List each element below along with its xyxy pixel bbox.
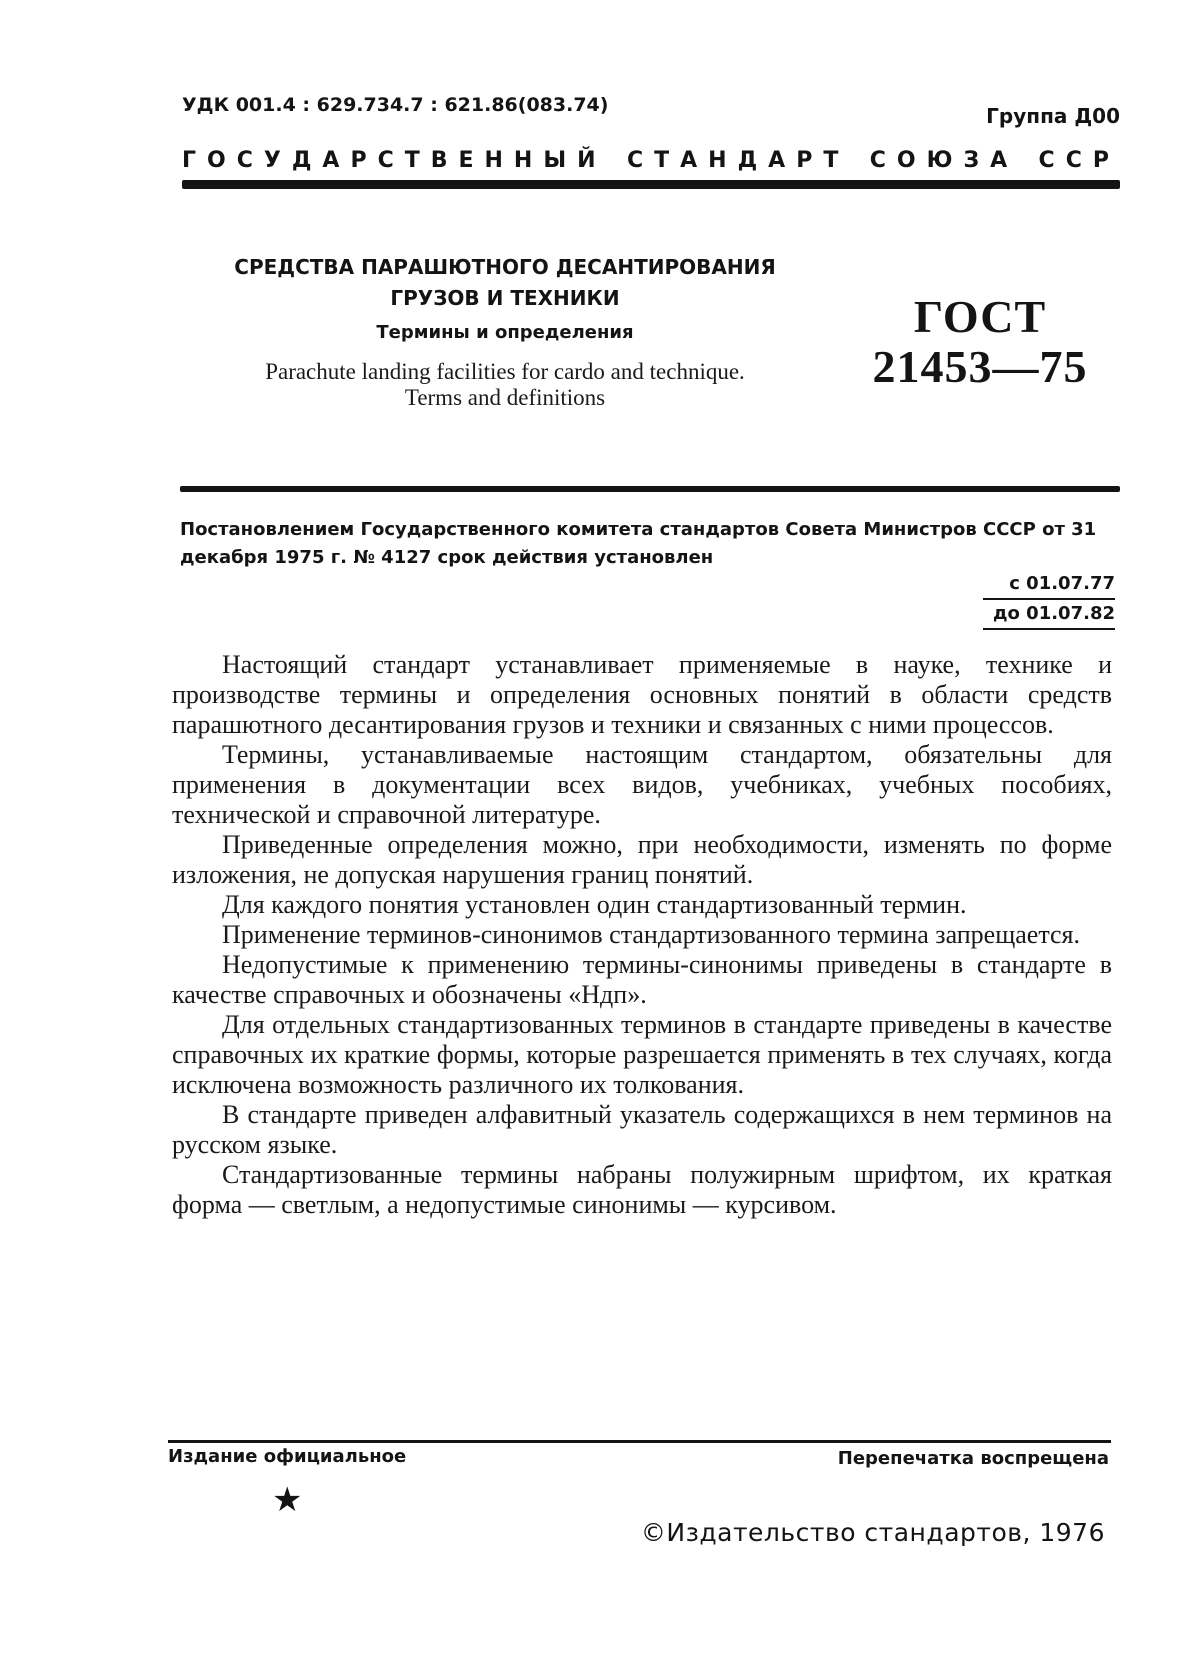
validity-dates	[983, 570, 1115, 630]
official-edition-label: Издание официальное	[168, 1446, 407, 1467]
state-standard-word: ССР	[1038, 148, 1120, 173]
valid-to: до 01.07.82	[983, 600, 1115, 630]
reprint-prohibited-label: Перепечатка воспрещена	[837, 1448, 1109, 1469]
paragraph: В стандарте приведен алфавитный указатель содержащихся в нем терминов на русском языке.	[172, 1100, 1112, 1159]
group-code: Группа Д00	[986, 104, 1120, 128]
valid-from: с 01.07.77	[983, 570, 1115, 600]
paragraph: Термины, устанавливаемые настоящим стандартом, обязательны для применения в документации всех видов, учебниках, учебных пособиях, технической и справочной литературе.	[172, 740, 1112, 829]
english-title-line-1: Parachute landing facilities for cardo and technique.	[265, 359, 745, 384]
body-text	[172, 650, 1112, 1220]
state-standard-heading	[182, 148, 1120, 173]
copyright-notice: ©Издательство стандартов, 1976	[640, 1518, 1105, 1547]
state-standard-word: СТАНДАРТ	[627, 148, 850, 173]
decree-text: Постановлением Государственного комитета стандартов Совета Министров СССР от 31 декабря 1975 г. № 4127 срок действия установлен	[180, 519, 1097, 568]
middle-divider	[180, 486, 1120, 492]
title-line-1: СРЕДСТВА ПАРАШЮТНОГО ДЕСАНТИРОВАНИЯ	[234, 255, 776, 279]
state-standard-word: ГОСУДАРСТВЕННЫЙ	[182, 148, 607, 173]
subtitle: Термины и определения	[376, 322, 634, 343]
udk-code: УДК 001.4 : 629.734.7 : 621.86(083.74)	[182, 94, 609, 116]
paragraph: Стандартизованные термины набраны полужирным шрифтом, их краткая форма — светлым, а недопустимые синонимы — курсивом.	[172, 1160, 1112, 1219]
paragraph: Приведенные определения можно, при необходимости, изменять по форме изложения, не допуская нарушения границ понятий.	[172, 830, 1112, 889]
title-line-2: ГРУЗОВ И ТЕХНИКИ	[390, 286, 620, 310]
state-standard-word: СОЮЗА	[869, 148, 1019, 173]
paragraph: Для каждого понятия установлен один стандартизованный термин.	[222, 890, 967, 919]
paragraph: Для отдельных стандартизованных терминов в стандарте приведены в качестве справочных их краткие формы, которые разрешается применять в тех случаях, когда исключена возможность различного их толкования.	[172, 1010, 1112, 1099]
english-title-line-2: Terms and definitions	[404, 385, 606, 410]
gost-designation	[860, 292, 1100, 392]
bottom-divider	[168, 1440, 1111, 1443]
paragraph: Недопустимые к применению термины-синонимы приведены в стандарте в качестве справочных и обозначены «Ндп».	[172, 950, 1112, 1009]
star-icon: ★	[272, 1480, 303, 1520]
gost-label: ГОСТ	[913, 291, 1047, 342]
paragraph: Применение терминов-синонимов стандартизованного термина запрещается.	[222, 920, 1080, 949]
top-divider	[182, 180, 1120, 189]
gost-number: 21453—75	[872, 341, 1088, 392]
document-title-block	[190, 252, 820, 411]
paragraph: Настоящий стандарт устанавливает применяемые в науке, технике и производстве термины и определения основных понятий в области средств парашютного десантирования грузов и техники и связанных с ними процессов.	[172, 650, 1112, 739]
